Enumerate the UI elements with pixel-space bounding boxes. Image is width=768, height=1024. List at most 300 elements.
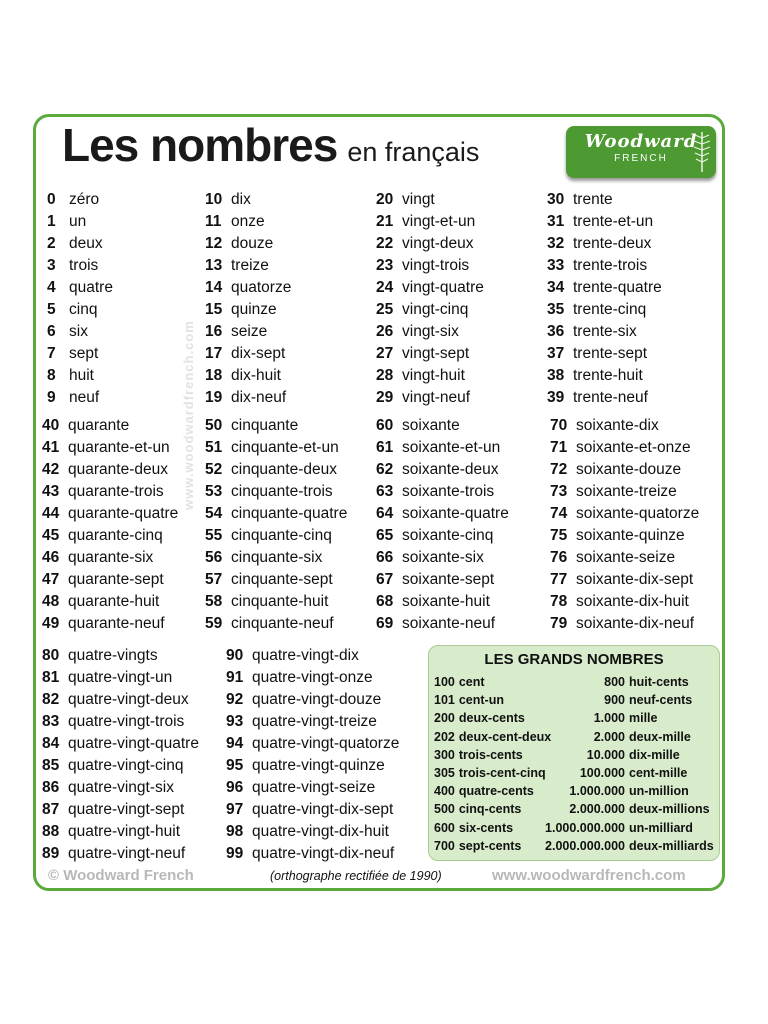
number-digit: 61 [376, 439, 394, 456]
grand-digit: 305 [434, 766, 455, 780]
number-digit: 18 [205, 367, 223, 384]
number-row [205, 525, 347, 547]
number-digit: 41 [42, 439, 60, 456]
number-digit: 6 [47, 323, 56, 340]
number-column [205, 189, 291, 409]
number-digit: 74 [550, 505, 568, 522]
number-word: cinquante-deux [231, 461, 337, 478]
number-word: trente-six [573, 323, 637, 340]
grand-word: un-milliard [629, 820, 693, 835]
number-word: quarante-six [68, 549, 154, 566]
number-row [205, 459, 347, 481]
number-word: soixante-deux [402, 461, 499, 478]
number-word: vingt-neuf [402, 389, 471, 406]
number-word: vingt-cinq [402, 301, 469, 318]
number-digit: 72 [550, 461, 568, 478]
number-digit: 77 [550, 571, 568, 588]
number-digit: 7 [47, 345, 56, 362]
grand-word: cent [458, 675, 485, 689]
number-word: cinquante-sept [231, 571, 333, 588]
number-row [42, 733, 199, 755]
number-word: trente-quatre [573, 279, 662, 296]
number-word: soixante-quinze [576, 527, 685, 544]
number-row [376, 613, 509, 635]
number-row [42, 525, 178, 547]
number-word: quatre [69, 279, 113, 296]
number-row [205, 569, 347, 591]
number-row [547, 365, 662, 387]
number-word: six [69, 323, 88, 340]
number-row [42, 667, 199, 689]
number-row [376, 321, 484, 343]
grand-digit: 200 [434, 711, 455, 726]
number-word: quatre-vingt-quinze [252, 757, 385, 774]
grand-row [529, 819, 714, 837]
grand-row [529, 837, 714, 855]
number-word: trente-et-un [573, 213, 654, 230]
number-digit: 30 [547, 191, 565, 208]
number-row [376, 365, 484, 387]
number-word: un [69, 213, 87, 230]
number-row [550, 613, 699, 635]
grand-row [529, 800, 714, 818]
number-column [47, 189, 113, 409]
number-digit: 39 [547, 389, 565, 406]
number-word: soixante-dix-sept [576, 571, 694, 588]
number-word: soixante-et-un [402, 439, 501, 456]
number-row [42, 755, 199, 777]
footer-url: www.woodwardfrench.com [492, 867, 686, 884]
number-word: trente-neuf [573, 389, 648, 406]
number-word: trente-sept [573, 345, 648, 362]
number-row [47, 321, 113, 343]
number-word: quatre-vingt-quatre [68, 735, 199, 752]
number-word: soixante-dix-huit [576, 593, 689, 610]
number-digit: 29 [376, 389, 394, 406]
number-digit: 2 [47, 235, 56, 252]
grand-digit: 600 [434, 820, 455, 835]
number-digit: 12 [205, 235, 223, 252]
number-digit: 20 [376, 191, 394, 208]
grand-digit: 1.000.000.000 [545, 820, 625, 835]
number-row [376, 233, 484, 255]
fern-icon [692, 130, 712, 178]
number-row [226, 755, 399, 777]
number-digit: 63 [376, 483, 394, 500]
number-digit: 93 [226, 713, 244, 730]
grand-digit: 100 [434, 675, 455, 689]
number-word: quarante-sept [68, 571, 164, 588]
number-word: soixante-seize [576, 549, 676, 566]
number-word: soixante-dix-neuf [576, 615, 695, 632]
grand-row [529, 782, 714, 800]
number-row [226, 777, 399, 799]
number-word: onze [231, 213, 265, 230]
number-row [550, 459, 699, 481]
number-word: cinquante-et-un [231, 439, 339, 456]
number-digit: 49 [42, 615, 60, 632]
number-column [550, 415, 699, 635]
grand-row [434, 673, 485, 691]
number-digit: 36 [547, 323, 565, 340]
number-row [547, 233, 662, 255]
number-word: quatre-vingt-deux [68, 691, 189, 708]
number-digit: 27 [376, 345, 394, 362]
number-row [42, 459, 178, 481]
number-word: quarante-quatre [68, 505, 179, 522]
number-digit: 1 [47, 213, 56, 230]
number-word: cinquante-quatre [231, 505, 348, 522]
grand-word: deux-milliards [629, 838, 714, 853]
number-word: quatre-vingt-treize [252, 713, 377, 730]
number-word: trente-huit [573, 367, 643, 384]
number-word: cinquante-cinq [231, 527, 332, 544]
number-word: vingt-huit [402, 367, 465, 384]
number-word: cinquante-trois [231, 483, 333, 500]
number-digit: 21 [376, 213, 394, 230]
number-digit: 23 [376, 257, 394, 274]
number-word: cinquante-six [231, 549, 323, 566]
number-row [205, 299, 291, 321]
number-row [205, 277, 291, 299]
number-row [547, 387, 662, 409]
number-word: quatre-vingt-dix-sept [252, 801, 394, 818]
number-row [42, 547, 178, 569]
number-digit: 9 [47, 389, 56, 406]
number-digit: 31 [547, 213, 565, 230]
number-word: trois [69, 257, 99, 274]
number-digit: 71 [550, 439, 568, 456]
number-row [226, 711, 399, 733]
number-row [42, 645, 199, 667]
number-row [205, 211, 291, 233]
number-row [205, 547, 347, 569]
grand-word: dix-mille [629, 747, 680, 762]
number-word: quatre-vingt-quatorze [252, 735, 400, 752]
number-digit: 82 [42, 691, 60, 708]
number-digit: 59 [205, 615, 223, 632]
number-word: quarante-trois [68, 483, 164, 500]
number-digit: 56 [205, 549, 223, 566]
number-row [376, 437, 509, 459]
number-word: soixante-treize [576, 483, 677, 500]
number-digit: 65 [376, 527, 394, 544]
number-row [42, 843, 199, 865]
number-digit: 53 [205, 483, 223, 500]
grand-digit: 900 [604, 693, 625, 708]
grand-digit: 10.000 [586, 747, 625, 762]
number-word: quarante-cinq [68, 527, 163, 544]
footer-copyright: © Woodward French [48, 867, 194, 884]
number-word: vingt-deux [402, 235, 474, 252]
number-row [547, 189, 662, 211]
grand-row [434, 819, 513, 837]
grand-word: deux-cent-deux [458, 729, 552, 744]
side-watermark: www.woodwardfrench.com [181, 320, 196, 510]
grand-digit: 2.000 [593, 729, 625, 744]
number-word: zéro [69, 191, 100, 208]
grand-digit: 1.000.000 [569, 784, 625, 799]
number-word: dix [231, 191, 251, 208]
grand-row [434, 800, 521, 818]
grand-digit: 101 [434, 693, 455, 708]
grand-word: cent-mille [629, 766, 688, 780]
number-row [42, 437, 178, 459]
grand-word: quatre-cents [458, 784, 534, 799]
number-word: quatre-vingt-neuf [68, 845, 186, 862]
grand-digit: 500 [434, 802, 455, 817]
number-row [205, 591, 347, 613]
grand-row [529, 709, 714, 727]
number-word: vingt-et-un [402, 213, 476, 230]
number-word: treize [231, 257, 269, 274]
number-digit: 54 [205, 505, 223, 522]
number-row [47, 189, 113, 211]
number-row [205, 415, 347, 437]
number-row [47, 343, 113, 365]
number-word: vingt-sept [402, 345, 470, 362]
number-digit: 40 [42, 417, 60, 434]
page-title [62, 118, 479, 172]
grand-word: six-cents [458, 820, 514, 835]
grand-word: deux-cents [458, 711, 525, 726]
number-row [550, 503, 699, 525]
grand-digit: 100.000 [579, 766, 625, 780]
number-word: soixante-cinq [402, 527, 494, 544]
number-digit: 95 [226, 757, 244, 774]
number-digit: 83 [42, 713, 60, 730]
number-column [376, 189, 484, 409]
number-digit: 4 [47, 279, 56, 296]
number-row [205, 365, 291, 387]
number-row [42, 503, 178, 525]
number-digit: 64 [376, 505, 394, 522]
grand-row [529, 728, 714, 746]
number-row [205, 255, 291, 277]
number-row [42, 613, 178, 635]
number-digit: 97 [226, 801, 244, 818]
number-digit: 52 [205, 461, 223, 478]
grand-digit: 2.000.000.000 [545, 838, 625, 853]
number-row [376, 591, 509, 613]
number-digit: 0 [47, 191, 56, 208]
number-row [205, 613, 347, 635]
number-digit: 89 [42, 845, 60, 862]
woodward-logo [566, 126, 716, 178]
number-row [205, 343, 291, 365]
number-row [42, 821, 199, 843]
number-row [205, 387, 291, 409]
number-row [47, 299, 113, 321]
number-word: trente-trois [573, 257, 648, 274]
number-row [47, 277, 113, 299]
number-digit: 78 [550, 593, 568, 610]
number-row [47, 255, 113, 277]
number-digit: 66 [376, 549, 394, 566]
number-digit: 90 [226, 647, 244, 664]
number-word: soixante-quatre [402, 505, 509, 522]
number-digit: 16 [205, 323, 223, 340]
number-word: vingt-quatre [402, 279, 484, 296]
number-row [205, 503, 347, 525]
number-digit: 96 [226, 779, 244, 796]
number-digit: 46 [42, 549, 60, 566]
number-row [550, 415, 699, 437]
number-row [376, 569, 509, 591]
grand-word: cent-un [458, 693, 504, 708]
number-digit: 33 [547, 257, 565, 274]
number-digit: 81 [42, 669, 60, 686]
number-word: quatre-vingt-douze [252, 691, 382, 708]
number-word: soixante-neuf [402, 615, 496, 632]
number-digit: 67 [376, 571, 394, 588]
number-digit: 45 [42, 527, 60, 544]
number-row [550, 481, 699, 503]
grand-digit: 400 [434, 784, 455, 799]
grand-digit: 800 [604, 675, 625, 689]
number-row [205, 481, 347, 503]
number-word: neuf [69, 389, 100, 406]
number-word: quatre-vingt-sept [68, 801, 185, 818]
number-word: quatre-vingt-cinq [68, 757, 184, 774]
number-digit: 86 [42, 779, 60, 796]
grand-digit: 1.000 [593, 711, 625, 726]
number-word: quatre-vingt-trois [68, 713, 185, 730]
number-word: quatre-vingts [68, 647, 158, 664]
number-word: seize [231, 323, 268, 340]
number-digit: 68 [376, 593, 394, 610]
title-sub: en français [347, 137, 480, 167]
number-digit: 79 [550, 615, 568, 632]
number-digit: 47 [42, 571, 60, 588]
number-row [376, 503, 509, 525]
number-word: vingt-trois [402, 257, 470, 274]
number-digit: 28 [376, 367, 394, 384]
number-digit: 14 [205, 279, 223, 296]
number-row [42, 591, 178, 613]
number-digit: 32 [547, 235, 565, 252]
number-word: soixante-trois [402, 483, 495, 500]
number-word: quarante [68, 417, 130, 434]
number-digit: 35 [547, 301, 565, 318]
number-word: cinquante-huit [231, 593, 329, 610]
number-word: soixante-douze [576, 461, 682, 478]
number-row [47, 365, 113, 387]
number-row [550, 591, 699, 613]
number-digit: 10 [205, 191, 223, 208]
number-digit: 22 [376, 235, 394, 252]
number-word: cinquante [231, 417, 299, 434]
number-row [226, 821, 399, 843]
grand-word: deux-millions [629, 802, 710, 817]
number-row [376, 415, 509, 437]
number-word: quatre-vingt-un [68, 669, 173, 686]
number-word: quatre-vingt-seize [252, 779, 376, 796]
number-digit: 91 [226, 669, 244, 686]
grand-row [434, 837, 521, 855]
number-digit: 88 [42, 823, 60, 840]
number-row [547, 299, 662, 321]
grand-word: trois-cents [458, 747, 523, 762]
number-row [376, 387, 484, 409]
logo-sub: FRENCH [614, 153, 668, 164]
number-word: quatre-vingt-dix-huit [252, 823, 389, 840]
grand-word: neuf-cents [629, 693, 693, 708]
grand-word: cinq-cents [458, 802, 522, 817]
grand-row [529, 764, 714, 782]
number-digit: 98 [226, 823, 244, 840]
number-digit: 15 [205, 301, 223, 318]
number-digit: 17 [205, 345, 223, 362]
number-row [550, 569, 699, 591]
number-digit: 42 [42, 461, 60, 478]
number-column [226, 645, 399, 865]
number-row [226, 799, 399, 821]
number-digit: 92 [226, 691, 244, 708]
number-digit: 8 [47, 367, 56, 384]
number-row [376, 277, 484, 299]
number-row [376, 299, 484, 321]
number-word: quatre-vingt-onze [252, 669, 373, 686]
grand-word: mille [629, 711, 658, 726]
number-word: quarante-neuf [68, 615, 165, 632]
number-word: quatre-vingt-huit [68, 823, 181, 840]
number-digit: 99 [226, 845, 244, 862]
number-word: trente-cinq [573, 301, 647, 318]
number-row [550, 437, 699, 459]
number-digit: 11 [205, 213, 222, 230]
number-word: quatre-vingt-dix [252, 647, 359, 664]
number-word: soixante-sept [402, 571, 495, 588]
number-digit: 75 [550, 527, 568, 544]
number-word: vingt [402, 191, 435, 208]
number-word: soixante [402, 417, 460, 434]
number-word: trente-deux [573, 235, 652, 252]
number-row [547, 321, 662, 343]
grand-word: un-million [629, 784, 689, 799]
grands-title: LES GRANDS NOMBRES [484, 651, 664, 668]
number-row [547, 277, 662, 299]
number-row [226, 733, 399, 755]
number-digit: 43 [42, 483, 60, 500]
number-word: vingt-six [402, 323, 459, 340]
number-word: soixante-huit [402, 593, 490, 610]
number-word: quarante-huit [68, 593, 160, 610]
number-digit: 85 [42, 757, 60, 774]
number-word: trente [573, 191, 613, 208]
number-row [547, 255, 662, 277]
number-word: quarante-et-un [68, 439, 170, 456]
number-row [205, 437, 347, 459]
number-row [47, 387, 113, 409]
number-row [376, 547, 509, 569]
grand-digit: 2.000.000 [569, 802, 625, 817]
number-row [42, 711, 199, 733]
number-digit: 57 [205, 571, 223, 588]
number-row [550, 525, 699, 547]
number-row [205, 321, 291, 343]
number-row [226, 667, 399, 689]
number-digit: 50 [205, 417, 223, 434]
number-word: sept [69, 345, 99, 362]
number-word: soixante-et-onze [576, 439, 691, 456]
number-row [376, 189, 484, 211]
number-digit: 60 [376, 417, 394, 434]
number-digit: 3 [47, 257, 56, 274]
number-digit: 25 [376, 301, 394, 318]
number-row [376, 525, 509, 547]
grand-row [529, 673, 714, 691]
